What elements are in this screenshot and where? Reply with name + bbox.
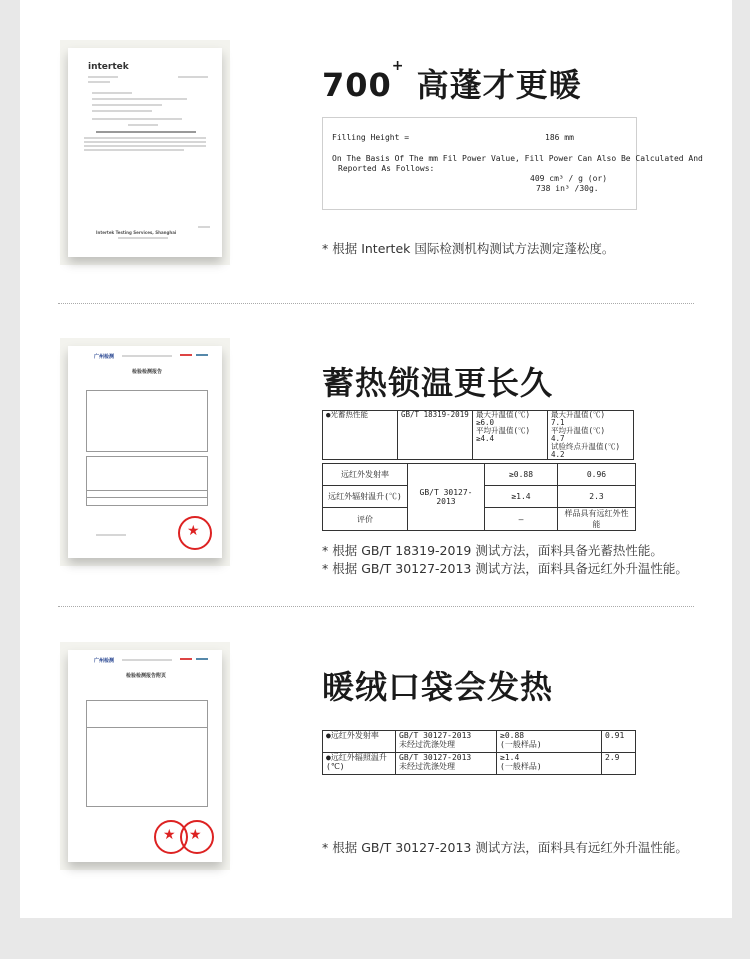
cell: GB/T 30127-2013 未经过洗涤处理 xyxy=(396,753,497,775)
intertek-logo: intertek xyxy=(88,62,129,72)
section-heat-retention xyxy=(20,306,732,606)
cell: 远红外发射率 xyxy=(323,464,408,486)
pocket-table xyxy=(322,730,636,775)
page xyxy=(20,0,732,918)
cell: GB/T 30127-2013 xyxy=(408,464,485,531)
cell: GB/T 18319-2019 xyxy=(398,411,473,460)
report-company: 广州检测 xyxy=(94,354,115,360)
title-prefix: 700 xyxy=(322,66,392,104)
intertek-report-image xyxy=(68,48,222,257)
cell: 样品具有远红外性能 xyxy=(558,508,636,531)
section-note: * 根据 Intertek 国际检测机构测试方法测定蓬松度。 xyxy=(322,241,615,256)
title-text: 高蓬才更暖 xyxy=(416,66,582,104)
report-heading: 检验检测报告附页 xyxy=(126,673,167,679)
cell: ●远红外发射率 xyxy=(323,731,396,753)
report-company: 广州检测 xyxy=(94,658,115,664)
section-warm-pocket xyxy=(20,610,732,910)
heat-table-top xyxy=(322,410,634,460)
section-note: * 根据 GB/T 30127-2013 测试方法，面料具有远红外升温性能。 xyxy=(322,840,688,855)
cell: 0.96 xyxy=(558,464,636,486)
cell: 2.9 xyxy=(602,753,636,775)
callout-result-2: 738 in³ /30g. xyxy=(536,184,599,193)
cell: 2.3 xyxy=(558,486,636,508)
cell: 评价 xyxy=(323,508,408,531)
fill-height-callout xyxy=(322,117,703,210)
report-heading: 检验检测报告 xyxy=(132,369,163,375)
cell: ≥0.88 (一般样品) xyxy=(497,731,602,753)
section-fill-power xyxy=(20,0,732,300)
section-title: 暖绒口袋会发热 xyxy=(322,668,554,706)
cell: — xyxy=(485,508,558,531)
cell: ●光蓄热性能 xyxy=(323,411,398,460)
divider xyxy=(58,606,694,607)
section-title: 蓄热锁温更长久 xyxy=(322,364,554,402)
cell: 0.91 xyxy=(602,731,636,753)
intertek-footer: Intertek Testing Services, Shanghai xyxy=(96,230,177,235)
callout-text-1: On The Basis Of The mm Fil Power Value, Fill Power Can Also Be Calculated And xyxy=(332,154,703,163)
cell: 最大升温值(℃) 7.1 平均升温值(℃) 4.7 试验终点升温值(℃) 4.2 xyxy=(548,411,634,460)
section-title xyxy=(322,60,582,106)
cell: 最大升温值(℃) ≥6.0 平均升温值(℃) ≥4.4 xyxy=(473,411,548,460)
cell: ≥0.88 xyxy=(485,464,558,486)
report-seal xyxy=(178,516,212,550)
cell: ●远红外辐照温升 (℃) xyxy=(323,753,396,775)
callout-text-2: Reported As Follows: xyxy=(338,164,435,173)
cell: ≥1.4 (一般样品) xyxy=(497,753,602,775)
pocket-report-image xyxy=(68,650,222,862)
divider xyxy=(58,303,694,304)
filling-height-value: 186 mm xyxy=(545,133,574,142)
filling-height-label: Filling Height = xyxy=(332,133,410,142)
callout-result-1: 409 cm³ / g (or) xyxy=(530,174,608,183)
report-seal xyxy=(180,820,214,854)
cell: 远红外辐射温升(℃) xyxy=(323,486,408,508)
heat-report-image xyxy=(68,346,222,558)
section-note: * 根据 GB/T 30127-2013 测试方法，面料具备远红外升温性能。 xyxy=(322,561,688,576)
section-note: * 根据 GB/T 18319-2019 测试方法，面料具备光蓄热性能。 xyxy=(322,543,663,558)
cell: ≥1.4 xyxy=(485,486,558,508)
title-sup: + xyxy=(391,58,405,74)
cell: GB/T 30127-2013 未经过洗涤处理 xyxy=(396,731,497,753)
heat-table-bottom xyxy=(322,463,636,531)
